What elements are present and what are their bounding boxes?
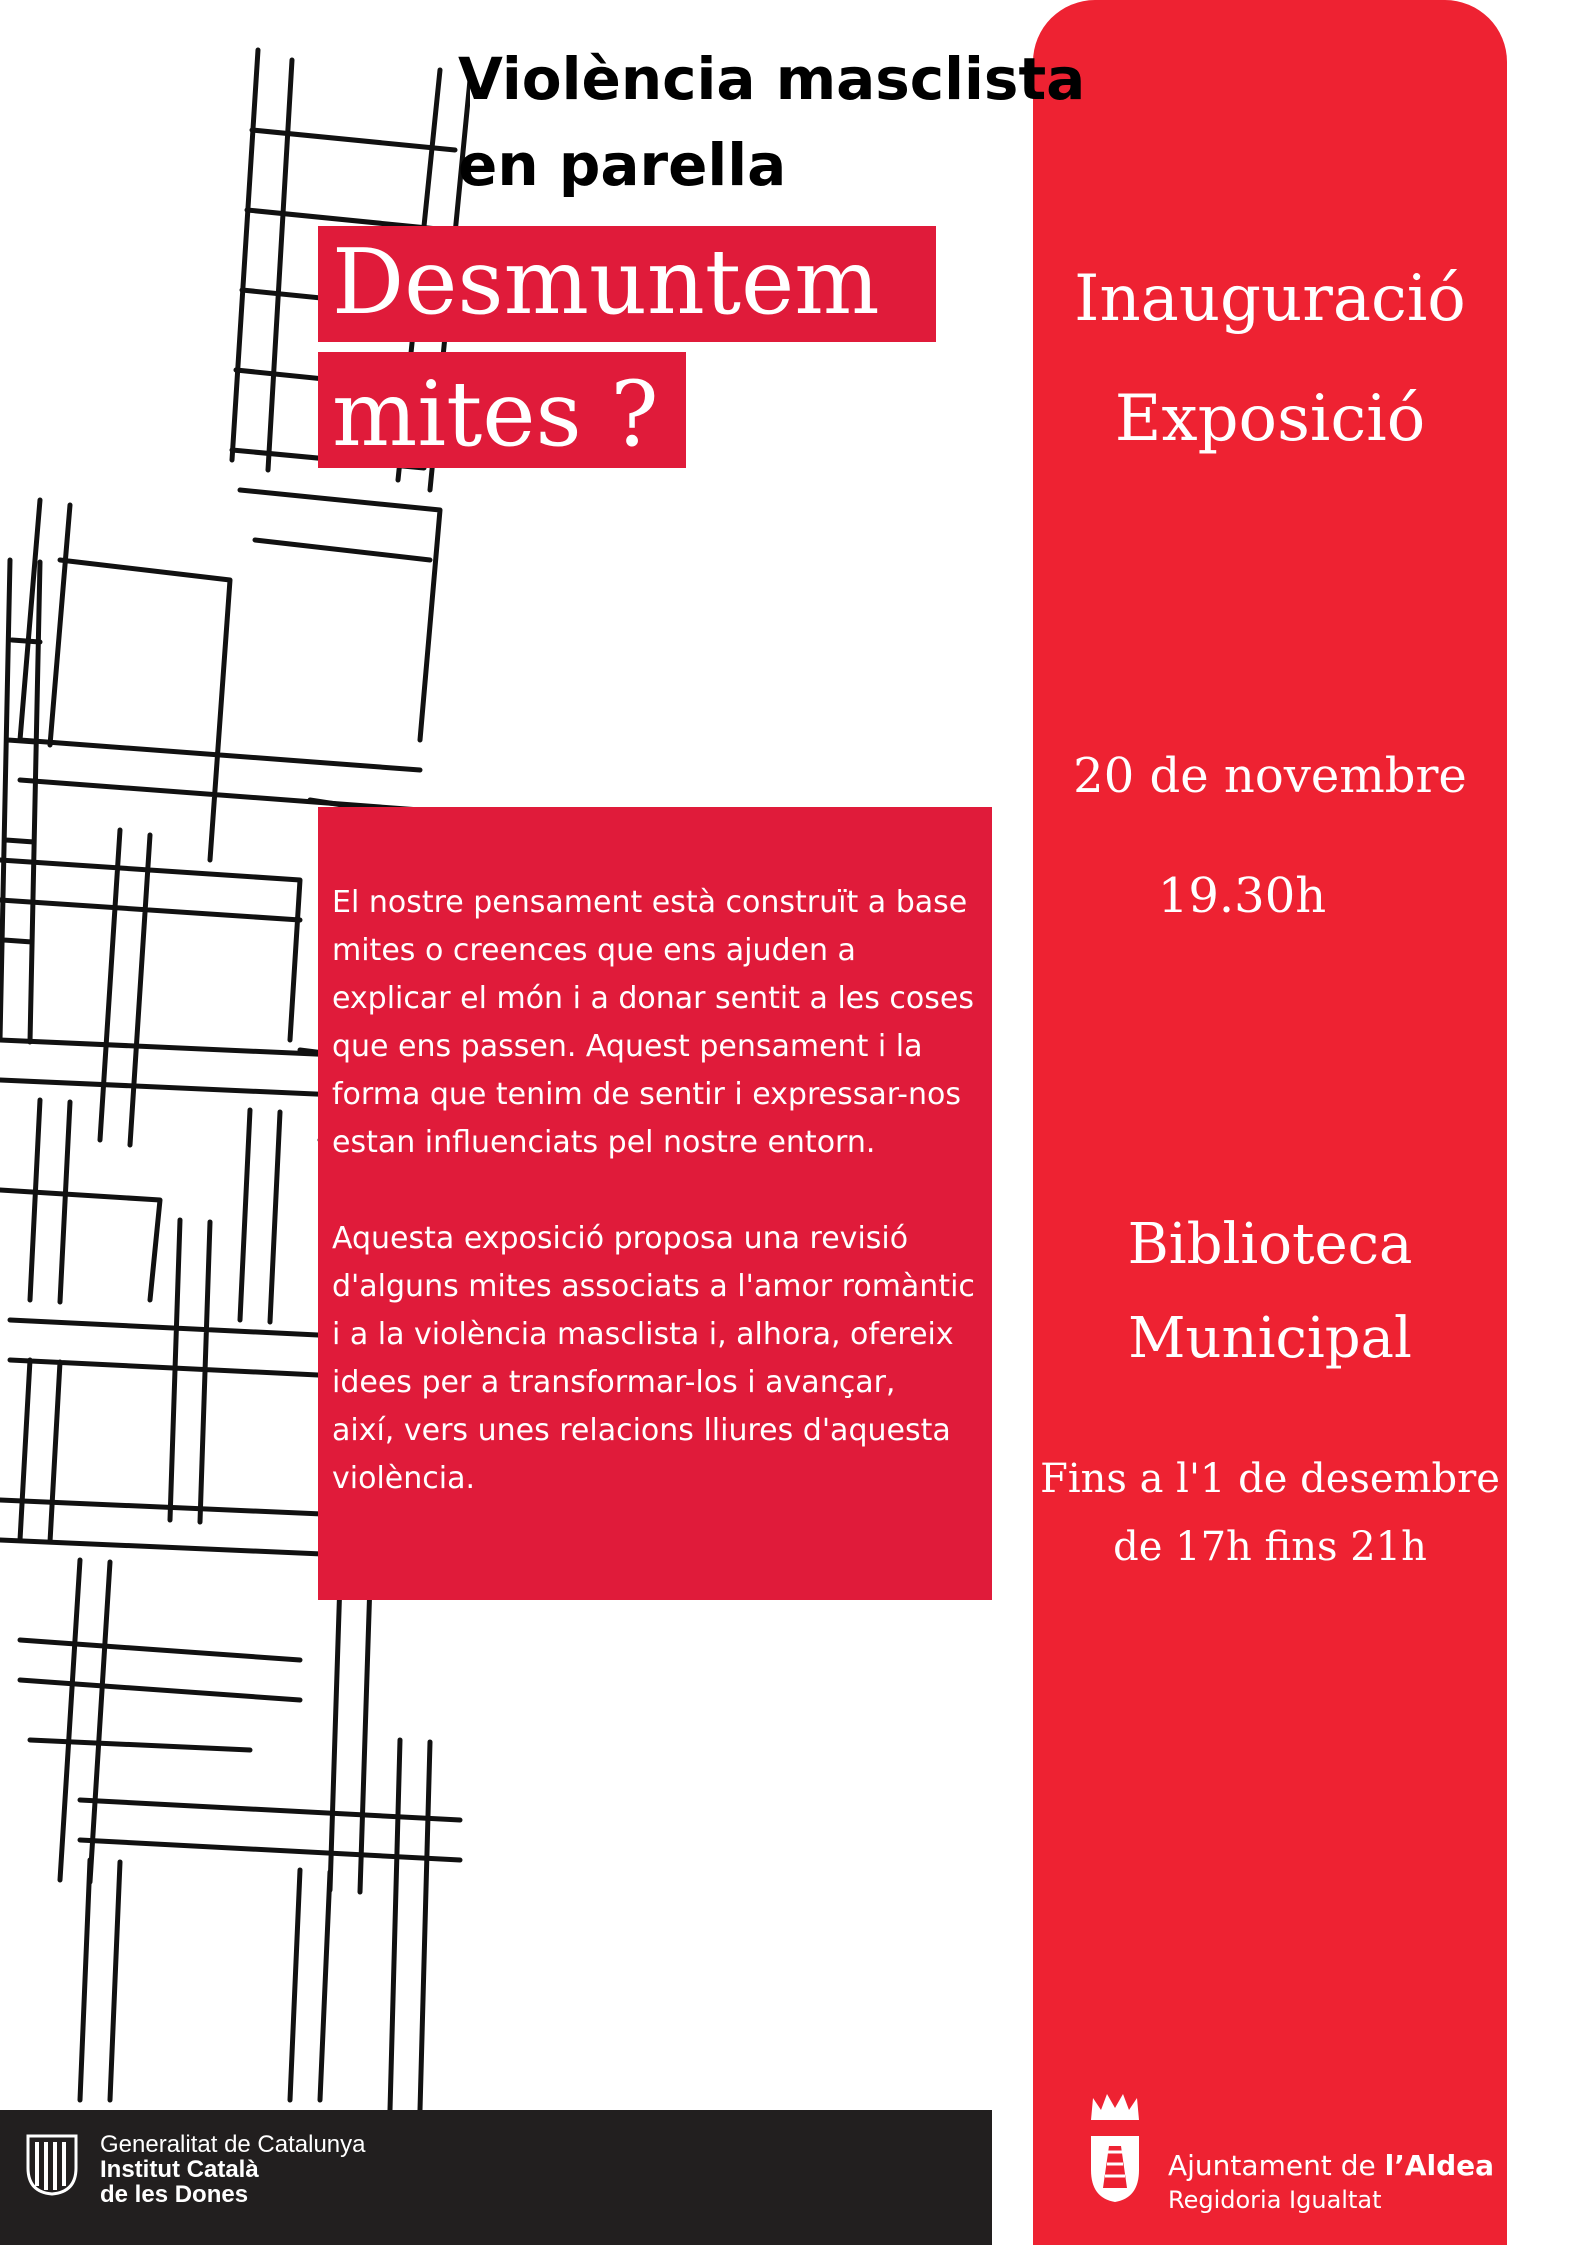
aldea-prefix: Ajuntament de	[1168, 2149, 1385, 2182]
event-date: 20 de novembre	[1073, 748, 1467, 804]
generalitat-shield-icon	[26, 2134, 78, 2196]
aldea-shield-icon	[1085, 2090, 1145, 2204]
gencat-line-2: Institut Català	[100, 2156, 259, 2183]
venue-line-1: Biblioteca	[1127, 1212, 1413, 1277]
gencat-line-3: de les Dones	[100, 2181, 249, 2208]
gencat-line-1: Generalitat de Catalunya	[100, 2131, 366, 2158]
aldea-line-1	[1168, 2148, 1494, 2184]
aldea-name: l’Aldea	[1384, 2149, 1495, 2182]
myth-heading-line-1: Desmuntem	[318, 226, 936, 342]
opening-hours: de 17h fins 21h	[1113, 1524, 1427, 1570]
description-box	[318, 807, 992, 1600]
exhibition-label: Exposició	[1114, 382, 1426, 456]
venue-line-2: Municipal	[1128, 1306, 1412, 1371]
event-time: 19.30h	[1157, 868, 1327, 924]
myth-heading-line-2: mites ?	[318, 352, 686, 468]
exhibition-until: Fins a l'1 de desembre	[1040, 1456, 1500, 1502]
aldea-line-2: Regidoria Igualtat	[1168, 2186, 1382, 2214]
title-line-2: en parella	[458, 131, 787, 199]
description-paragraph-1: El nostre pensament està construït a base mites o creences que ens ajuden a explicar el món i a donar sentit a les coses que ens passen. Aquest pensament i la forma que tenim de sentir i expressar-nos estan influenciats pel nostre entorn.	[332, 885, 974, 1160]
generalitat-logo-text	[100, 2132, 366, 2207]
description-paragraph-2: Aquesta exposició proposa una revisió d'alguns mites associats a l'amor romàntic i a la violència masclista i, alhora, ofereix idees per a transformar-los i avançar, així, vers unes relacions lliures d'aquesta violència.	[332, 1221, 975, 1496]
inauguration-label: Inauguració	[1074, 262, 1466, 336]
event-info-column	[1033, 0, 1507, 2245]
page-title	[458, 36, 1085, 208]
aldea-logo-text	[1168, 2148, 1494, 2216]
title-line-1: Violència masclista	[458, 45, 1086, 113]
